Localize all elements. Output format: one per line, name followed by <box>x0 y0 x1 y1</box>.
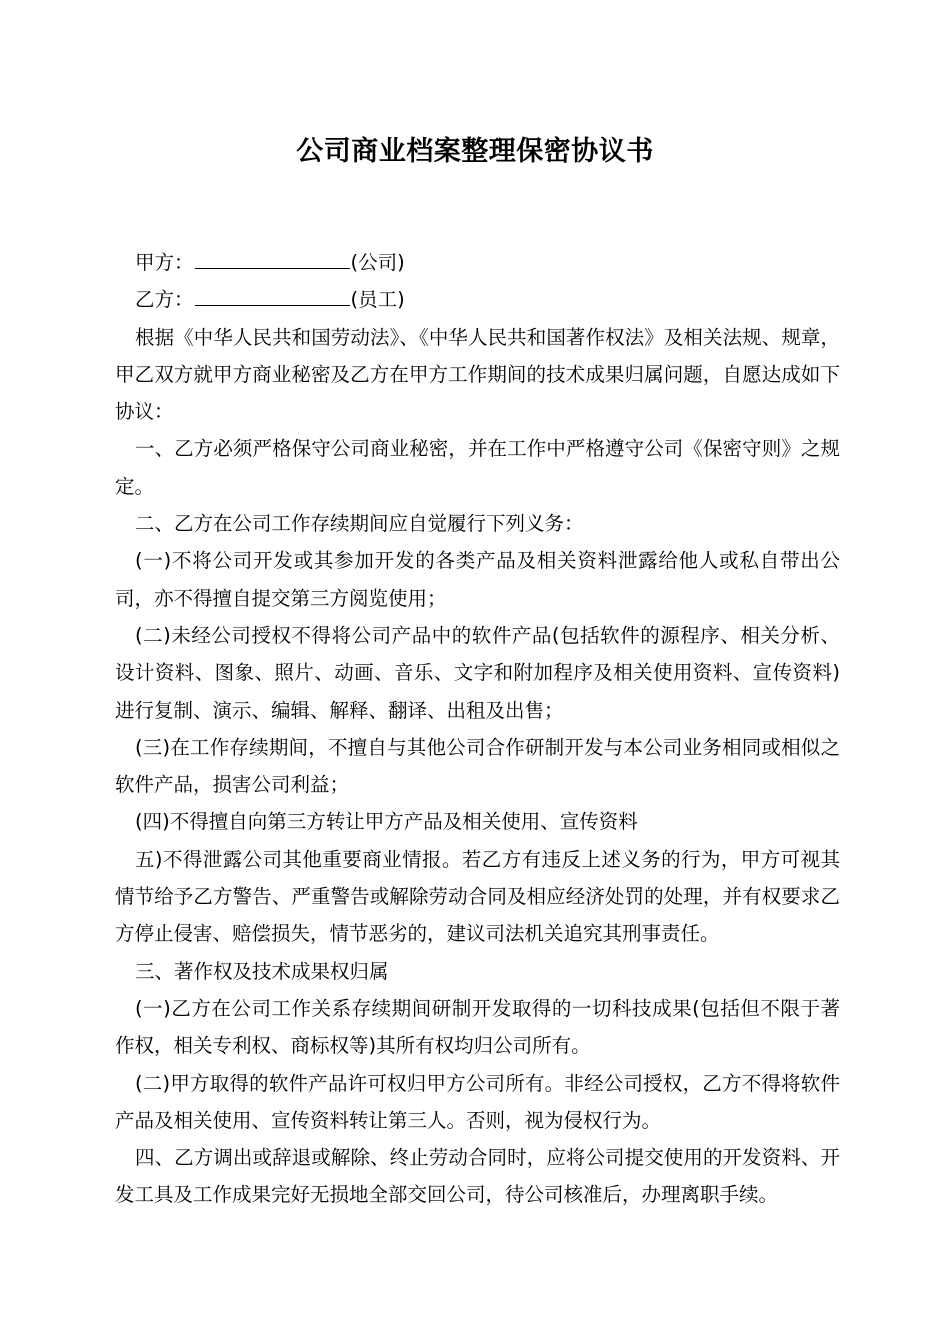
party-b-label: 乙方： <box>135 288 194 312</box>
party-a-line <box>115 244 840 281</box>
paragraph-clause-2: 二、乙方在公司工作存续期间应自觉履行下列义务： <box>135 512 584 536</box>
paragraph-clause-3-item-1: (一)乙方在公司工作关系存续期间研制开发取得的一切科技成果(包括但不限于著作权，相关专利权、商标权等)其所有权均归公司所有。 <box>115 996 840 1058</box>
party-b-line <box>115 281 840 318</box>
document-title: 公司商业档案整理保密协议书 <box>296 136 654 167</box>
paragraph-clause-1: 一、乙方必须严格保守公司商业秘密，并在工作中严格遵守公司《保密守则》之规定。 <box>115 437 840 498</box>
party-b-blank <box>195 287 350 306</box>
paragraph-clause-3: 三、著作权及技术成果权归属 <box>135 959 389 983</box>
party-a-label: 甲方： <box>135 251 194 274</box>
party-a-suffix: (公司) <box>350 251 405 274</box>
party-b-suffix: (员工) <box>350 288 405 312</box>
paragraph-clause-2-item-4: (四)不得擅自向第三方转让甲方产品及相关使用、宣传资料 <box>135 810 638 834</box>
paragraph-clause-2-item-5: 五)不得泄露公司其他重要商业情报。若乙方有违反上述义务的行为，甲方可视其情节给予乙方警告、严重警告或解除劳动合同及相应经济处罚的处理，并有权要求乙方停止侵害、赔偿损失，情节恶劣的，建议司法机关追究其刑事责任。 <box>115 847 840 946</box>
paragraph-clause-2-item-2: (二)未经公司授权不得将公司产品中的软件产品(包括软件的源程序、相关分析、设计资料、图象、照片、动画、音乐、文字和附加程序及相关使用资料、宣传资料)进行复制、演示、编辑、解释、翻译、出租及出售； <box>115 623 840 722</box>
party-a-blank <box>195 250 350 269</box>
paragraph-clause-4: 四、乙方调出或辞退或解除、终止劳动合同时，应将公司提交使用的开发资料、开发工具及工作成果完好无损地全部交回公司，待公司核准后，办理离职手续。 <box>115 1146 840 1207</box>
paragraph-preamble: 根据《中华人民共和国劳动法》、《中华人民共和国著作权法》及相关法规、规章，甲乙双方就甲方商业秘密及乙方在甲方工作期间的技术成果归属问题，自愿达成如下协议： <box>115 325 840 424</box>
paragraph-clause-3-item-2: (二)甲方取得的软件产品许可权归甲方公司所有。非经公司授权，乙方不得将软件产品及相关使用、宣传资料转让第三人。否则，视为侵权行为。 <box>115 1071 840 1132</box>
document-body <box>115 244 840 1214</box>
paragraph-clause-2-item-1: (一)不将公司开发或其参加开发的各类产品及相关资料泄露给他人或私自带出公司，亦不得擅自提交第三方阅览使用； <box>115 549 840 610</box>
paragraph-clause-2-item-3: (三)在工作存续期间，不擅自与其他公司合作研制开发与本公司业务相同或相似之软件产品，损害公司利益； <box>115 735 840 797</box>
